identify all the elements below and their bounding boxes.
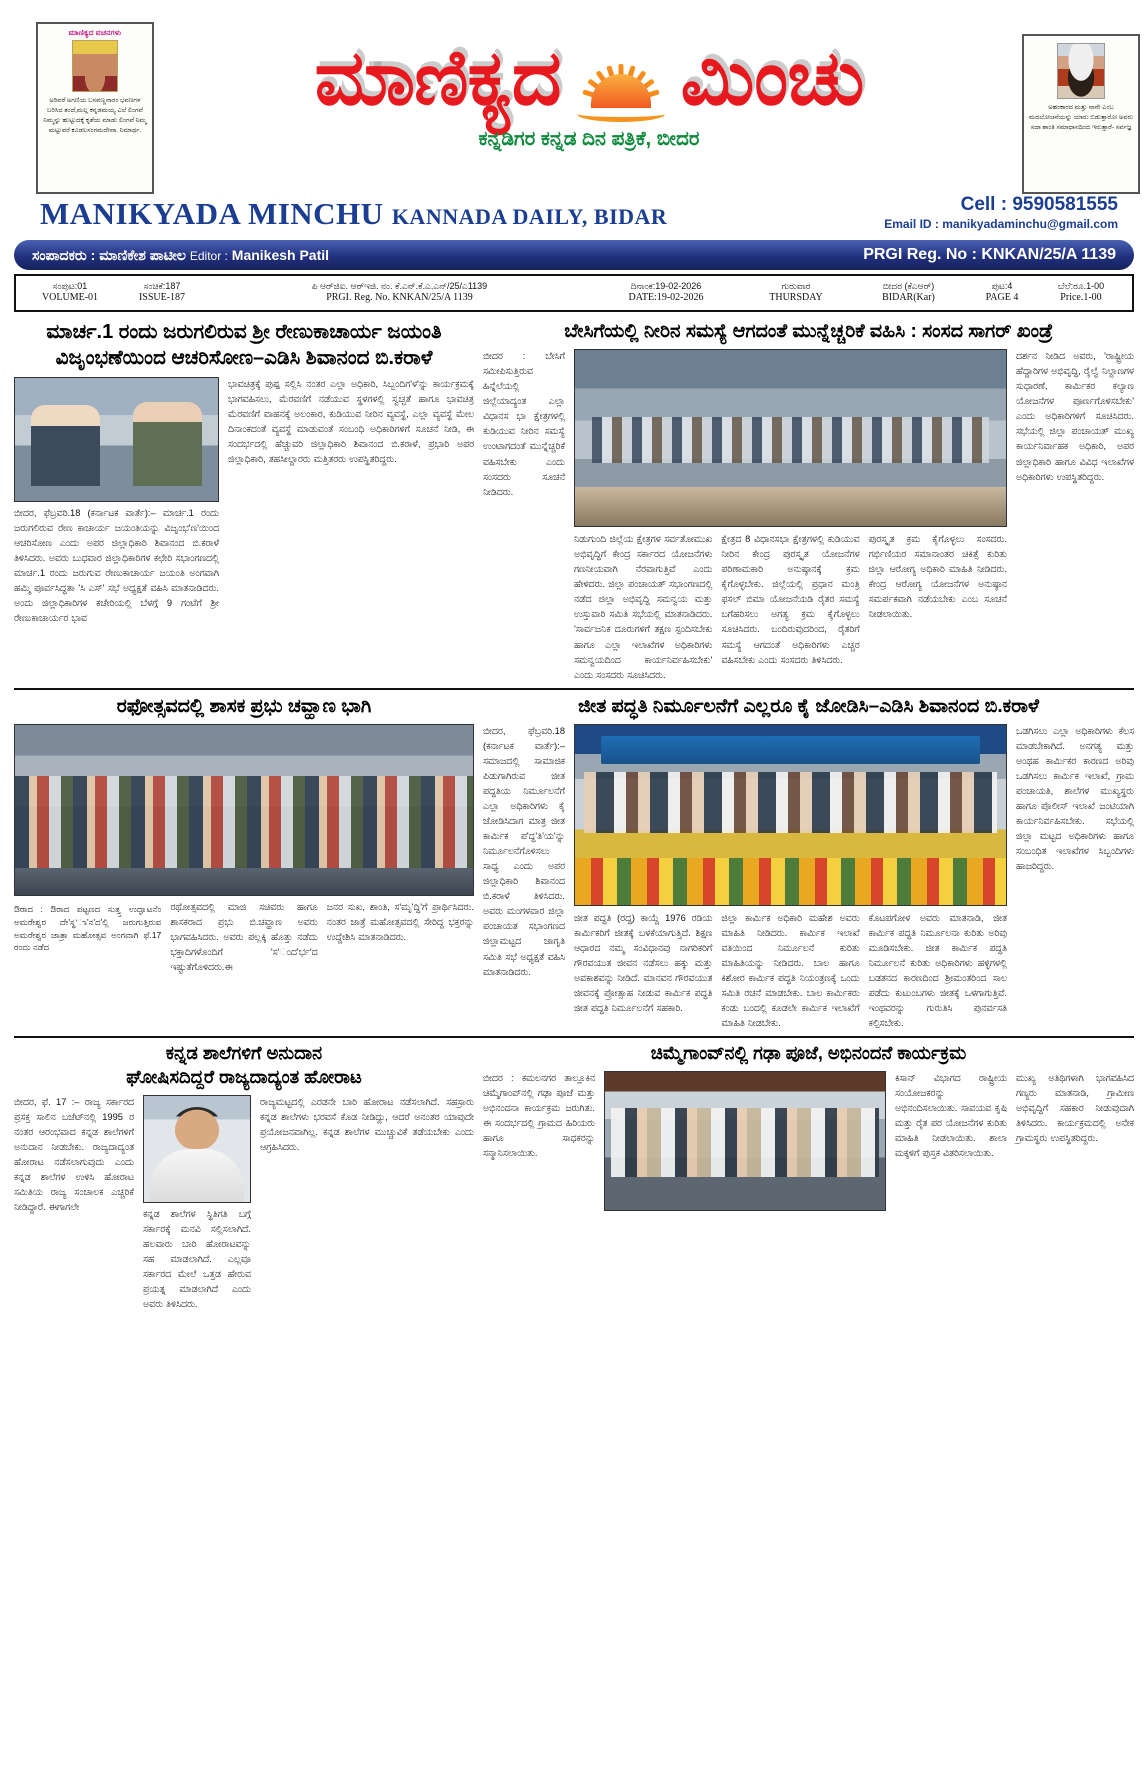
info-day-en: THURSDAY xyxy=(769,292,823,304)
english-title-row xyxy=(14,196,1134,238)
article-rathotsava-col1: ರಥೋತ್ಸವದಲ್ಲಿ ಮಾಜಿ ಸಚಿವರು ಹಾಗೂ ಶಾಸಕರಾದ ಪ್ರಭು ಬಿ.ಚವ್ಹಾಣ ಅವರು ಭಾಗವಹಿಸಿದರು. ಅವರು ಪಲ್ಲಕ್ಕಿ ಹೊತ್ತು ನಡೆದು ಭಕ್ತಾದಿಗಳೊಂದಿಗೆ 'ಸ'ಂದ'ರ್ಭ'ದ ಇಷ್ಟುತೆಗೊಳಿದರು.ಈ xyxy=(170,901,318,972)
street-rally-crowd-photo xyxy=(14,724,474,896)
contact-block xyxy=(884,194,1118,231)
article-bonded-labour-col4: ಒಡಗಿಸಲು ಎಲ್ಲಾ ಅಧಿಕಾರಿಗಳು ಕೆಲಸ ಮಾಡಬೇಕಾಗಿದೆ. ಅನಗತ್ಯ ಮತ್ತು ಅಂಥಹ ಕಾರ್ಮಿಕರ ಕಾರಣದ ಅರಿವು ಒಡಗಿಸಲು ಕಾರ್ಮಿಕ ಇಲಾಖೆ, ಗ್ರಾಮ ಪಂಚಾಯತಿ, ಶಾಲೆಗಳ ಮುಖ್ಯಸ್ಥರು ಹಾಗೂ ಪೊಲೀಸ್ ಇಲಾಖೆ ಜಂಟಿಯಾಗಿ ಕಾರ್ಯನಿರ್ವಹಿಸಬೇಕು. ಸಭೆಯಲ್ಲಿ ಜಿಲ್ಲಾ ಮಟ್ಟದ ಅಧಿಕಾರಿಗಳು ಹಾಗೂ ಸಂಬಂಧಿತ ಇಲಾಖೆಗಳ ಸಿಬ್ಬಂದಿಗಳು ಹಾಜರಿದ್ದರು. xyxy=(1016,725,1134,872)
article-kannada-schools-col3: ರಾಜ್ಯಮಟ್ಟದಲ್ಲಿ ಎರಡನೇ ಬಾರಿ ಹೋರಾಟ ನಡೆಸಲಾಗಿದೆ. ಸಹಸ್ರಾರು ಕನ್ನಡ ಶಾಲೆಗಳು ಭರವಸೆ ಕೊಡ ನೀಡಿದ್ದು, ಆದರೆ ಅನಂತರ ಯಾವುದೇ ಪ್ರಯೋಜನವಾಗಿಲ್ಲ. ಕನ್ನಡ ಶಾಲೆಗಳ ಮುಚ್ಚುವಿಕೆ ತಡೆಯಬೇಕು ಎಂದು ಆಗ್ರಹಿಸಿದರು. xyxy=(260,1097,474,1153)
article-water-shortage-headline: ಬೇಸಿಗೆಯಲ್ಲಿ ನೀರಿನ ಸಮಸ್ಯೆ ಆಗದಂತೆ ಮುನ್ನೆಚ್ಚರಿಕೆ ವಹಿಸಿ : ಸಂಸದ ಸಾಗರ್ ಖಂಡ್ರೆ xyxy=(564,321,1053,342)
article-rathotsava-head xyxy=(14,695,474,718)
article-bonded-labour-head xyxy=(483,695,1134,718)
article-bonded-labour-col3: ಕೊಟಪಗೋಳ ಅವರು ಮಾತನಾಡಿ, ಜೀತ ಕಾರ್ಮಿಕ ಪದ್ಧತಿ ನಿರ್ಮೂಲನಾ ಕುರಿತು ಅರಿವು ಮೂಡಿಸಬೇಕು. ಜೀತ ಕಾರ್ಮಿಕ ಪದ್ಧತಿ ನಿರ್ಮೂಲನೆ ಕುರಿತು ಅಧಿಕಾರಿಗಳು ಹಳ್ಳಿಗಳಲ್ಲಿ ಬಡತನದ ಕಾರಣದಿಂದ ಶ್ರೀಮಂತರಿಂದ ಸಾಲ ಪಡೆದು ಕುಟುಂಬಗಳು ಜೀತಕ್ಕೆ ಒಳಗಾಗುತ್ತಿವೆ. ಇಂಥವರನ್ನು ಗುರುತಿಸಿ ಪುನರ್ವಸತಿ ಕಲ್ಪಿಸಬೇಕು. xyxy=(868,912,1007,1029)
info-page-kn: ಪುಟ:4 xyxy=(991,281,1013,292)
logo-tagline: ಕನ್ನಡಿಗರ ಕನ್ನಡ ದಿನ ಪತ್ರಿಕೆ, ಬೀದರ xyxy=(478,128,700,150)
editor-bar xyxy=(14,240,1134,270)
info-place-en: BIDAR(Kar) xyxy=(882,292,935,304)
article-renukacharya xyxy=(14,320,474,683)
info-date xyxy=(591,281,741,305)
article-rathotsava xyxy=(14,724,474,1031)
article-renukacharya-col1: ಬೀದರ, ಫೆಬ್ರವರಿ.18 (ಕರ್ನಾಟಕ ವಾರ್ತೆ):– ಮಾರ್ಚ.1 ರಂದು ಜರುಗಲಿರುವ ರೇಣ ಕಾಚಾರ್ಯ ಜಯಂತಿಯನ್ನು ವಿಜೃಂಭ'ಣ'ಯಿಂದ ಆಚರಿಸೋಣ ಎಂದು ಅಪರ ಜಿಲ್ಲಾಧಿಕಾರಿ ಶಿವಾನಂದ ಬಿ.ಕರಾಳೆ ತಿಳಿಸಿದರು. ಅವರು ಬುಧವಾರ ಜಿಲ್ಲಾಧಿಕಾರಿಗಳ ಕಛೇರಿ ಸಭಾಂಗಣದಲ್ಲಿ ಮಾರ್ಚ.1 ರಂದು ಜರುಗುವ ರೇಣುಕಾಚಾರ್ಯ ಜಯಂತಿ ಅಂಗವಾಗಿ ಹಮ್ಮಿ ಪೂರ್ವಸಿದ್ಧತಾ 'ಸಿ ಎಸ್' ಸಭೆ ಅಧ್ಯಕ್ಷತೆ ವಹಿಸಿ ಮಾತನಾಡಿದರು. ಅಂದು ಜಿಲ್ಲಾಧಿಕಾರಿಗಳ ಕಚೇರಿಯಲ್ಲಿ ಬೆಳಗ್ಗೆ 9 ಗಂಟೆಗೆ ಶ್ರೀ ರೇಣುಕಾಚಾರ್ಯರ ಭಾವ xyxy=(14,507,219,624)
mid-section-body xyxy=(14,724,1134,1031)
sunrise-icon xyxy=(565,30,677,126)
prgi-registration: PRGI Reg. No : KNKAN/25/A 1139 xyxy=(863,246,1116,263)
info-page-en: PAGE 4 xyxy=(985,292,1019,304)
article-water-shortage-col1: ನಿಡುಗುಂದಿ ಜಿಲ್ಲೆಯ ಕ್ಷೇತ್ರಗಳ ಸರ್ವತೋಮುಖ ಅಭಿವೃದ್ಧಿಗೆ ಕೇಂದ್ರ ಸರ್ಕಾರದ ಯೋಜನೆಗಳು ಗಣನೀಯವಾಗಿ ನೆರವಾಗುತ್ತಿವೆ ಎಂದು ಹೇಳಿದರು. ಜಿಲ್ಲಾ ಪಂಚಾಯತ್ ಸಭಾಂಗಣದಲ್ಲಿ ನಡೆದ ಜಿಲ್ಲಾ ಅಭಿವೃದ್ಧಿ ಸಮನ್ವಯ ಮತ್ತು ಉಸ್ತುವಾರಿ ಸಮಿತಿ ಸಭೆಯಲ್ಲಿ ಮಾತನಾಡಿದರು. 'ಸಾರ್ವಜನಿಕ ದೂರುಗಳಿಗೆ ತಕ್ಷಣ ಸ್ಪಂದಿಸಬೇಕು ಹಾಗೂ ಎಲ್ಲಾ ಇಲಾಖೆಗಳ ಅಧಿಕಾರಿಗಳು ಸಮನ್ವಯದಿಂದ ಕಾರ್ಯನಿರ್ವಹಿಸಬೇಕು' ಎಂದು ಸಂಸದರು ಸೂಚಿಸಿದರು. xyxy=(574,534,713,680)
english-title-main: MANIKYADA MINCHU xyxy=(40,196,384,231)
info-day-kn: ಗುರುವಾರ xyxy=(781,281,811,292)
leader-portrait-photo xyxy=(143,1095,251,1203)
mid-section-headlines xyxy=(14,695,1134,718)
publication-info-bar xyxy=(14,274,1134,312)
info-price-en: Price.1-00 xyxy=(1060,292,1102,304)
quote-box-text: ಅಹಂಕಾರದ ಮತ್ತು ನಾನೇ ಎಂಬ ಮದಲೋಚನೆಯನ್ನು ಯಾರು ಬಿಡುತ್ತಾರೋ ಅವರು ಸದಾ ಶಾಂತಿ ಸಮಾಧಾನದಿಂದ ಇರುತ್ತಾರೆ- ಸರ್ವಜ್ಞ xyxy=(1028,104,1134,131)
article-water-shortage xyxy=(483,320,1134,683)
info-date-en: DATE:19-02-2026 xyxy=(628,292,704,304)
info-place xyxy=(851,281,966,305)
cell-number[interactable]: Cell : 9590581555 xyxy=(960,194,1118,215)
article-water-shortage-col4: ದರ್ಶನ ನೀಡಿದ ಅವರು, 'ರಾಷ್ಟ್ರೀಯ ಹೆದ್ದಾರಿಗಳ ಅಭಿವೃದ್ಧಿ, ರೈಲ್ವೆ ನಿಲ್ದಾಣಗಳ ಸುಧಾರಣೆ, ಕಾರ್ಮಿಕರ ಕಲ್ಯಾಣ ಯೋಜನೆಗಳ ಪೂರ್ಣಗೊಳಿಸಬೇಕು' ಎಂದು ಅಧಿಕಾರಿಗಳಿಗೆ ಸೂಚಿಸಿದರು. ಸಭೆಯಲ್ಲಿ ಜಿಲ್ಲಾ ಪಂಚಾಯತ್ ಮುಖ್ಯ ಕಾರ್ಯನಿರ್ವಾಹಕ ಅಧಿಕಾರಿ, ಅಪರ ಜಿಲ್ಲಾಧಿಕಾರಿ ಹಾಗೂ ವಿವಿಧ ಇಲಾಖೆಗಳ ಅಧಿಕಾರಿಗಳು ಉಪಸ್ಥಿತರಿದ್ದರು. xyxy=(1016,351,1134,482)
article-water-shortage-col2: ಕ್ಷೇತ್ರದ 8 ವಿಧಾನಸಭಾ ಕ್ಷೇತ್ರಗಳಲ್ಲಿ ಕುಡಿಯುವ ನೀರಿನ ಕೇಂದ್ರ ಪುರಸ್ಕೃತ ಯೋಜನೆಗಳ ಪರಿಣಾಮಕಾರಿ ಅನುಷ್ಠಾನಕ್ಕೆ ಕ್ರಮ ಕೈಗೊಳ್ಳಬೇಕು. ಜಿಲ್ಲೆಯಲ್ಲಿ ಪ್ರಧಾನ ಮಂತ್ರಿ ಫಸಲ್ ಬಿಮಾ ಯೋಜನೆಯಡಿ ರೈತರ ಸಮಸ್ಯೆ ಬಗೆಹರಿಸಲು ಅಗತ್ಯ ಕ್ರಮ ಕೈಗೊಳ್ಳಲು ಸೂಚಿಸಿದರು. ಬಂದಿರುವುದರಿಂದ, ರೈತರಿಗೆ ಸಮಸ್ಯೆ ಆಗದಂತೆ ಅಧಿಕಾರಿಗಳು ಎಚ್ಚರ ವಹಿಸಬೇಕು ಎಂದು ಸಂಸದರು ತಿಳಿಸಿದರು. xyxy=(721,534,860,665)
info-price-kn: ಬೆಲೆ:ರೂ.1-00 xyxy=(1057,281,1105,292)
divider-1 xyxy=(14,688,1134,690)
event-banner xyxy=(601,736,980,765)
article-water-shortage-col3: ಪುರಸ್ಕೃತ ಕ್ರಮ ಕೈಗೊಳ್ಳಲು ಸಂಸದರು. ಗರ್ಭಿಣಿಯರ ಸಮಾನಾಂತರ ಚಿಕಿತ್ಸೆ ಕುರಿತು ಜಿಲ್ಲಾ ಆರೋಗ್ಯ ಅಧಿಕಾರಿ ಮಾಹಿತಿ ನೀಡಿದರು. ಕೇಂದ್ರ ಆರೋಗ್ಯ ಯೋಜನೆಗಳ ಅನುಷ್ಠಾನ ಸಮರ್ಪಕವಾಗಿ ನಡೆಯಬೇಕು ಎಂಬ ಸೂಚನೆ ನೀಡಲಾಯಿತು. xyxy=(868,534,1007,620)
english-title-sub: KANNADA DAILY, BIDAR xyxy=(391,204,668,229)
info-date-kn: ದಿನಾಂಕ:19-02-2026 xyxy=(630,281,702,292)
quote-box-right xyxy=(1022,34,1140,194)
vachana-box-title: ಮಾಣಿಕ್ಯದ ವಚನಗಳು xyxy=(68,28,122,37)
article-kannada-schools-headline-l2: ಘೋಷಿಸದಿದ್ದರೆ ರಾಜ್ಯದಾದ್ಯಂತ ಹೋರಾಟ xyxy=(126,1067,362,1088)
top-section xyxy=(14,320,1134,683)
article-chimmegaon xyxy=(483,1043,1134,1312)
article-bonded-labour-headline: ಜೀತ ಪದ್ಧತಿ ನಿರ್ಮೂಲನೆಗೆ ಎಲ್ಲರೂ ಕೈ ಜೋಡಿಸಿ–ಎಡಿಸಿ ಶಿವಾನಂದ ಬಿ.ಕರಾಳೆ xyxy=(577,695,1040,717)
english-masthead-title xyxy=(40,196,667,232)
article-rathotsava-headline: ರಫೋತ್ಸವದಲ್ಲಿ ಶಾಸಕ ಪ್ರಭು ಚವ್ಹಾಣ ಭಾಗಿ xyxy=(116,695,372,717)
article-kannada-schools-col1: ಬೀದರ, ಫೆ. 17 :– ರಾಜ್ಯ ಸರ್ಕಾರದ ಪ್ರಸಕ್ತ ಸಾಲಿನ ಬಜೆಟ್‌ನಲ್ಲಿ 1995 ರ ನಂತರ ಆರಂಭವಾದ ಕನ್ನಡ ಶಾಲೆಗಳಿಗೆ ಅನುದಾನ ನೀಡಬೇಕು. ರಾಜ್ಯದಾದ್ಯಂತ ಹೋರಾಟ ನಡೆಸಲಾಗುವುದು ಎಂದು ಕನ್ನಡ ಶಾಲೆಗಳ ಉಳಿಸಿ ಹೋರಾಟ ಸಮಿತಿಯ ರಾಜ್ಯ ಸಂಚಾಲಕ ಎಚ್ಚರಿಕೆ ನೀಡಿದ್ದಾರೆ. ಈಗಾಗಲೇ xyxy=(14,1097,134,1213)
article-kannada-schools xyxy=(14,1043,474,1312)
info-issue-kn: ಸಂಚಿಕೆ:187 xyxy=(143,281,181,292)
sun-base xyxy=(577,106,665,122)
logo-line xyxy=(164,30,1014,126)
editor-english-label: Editor : xyxy=(189,248,228,263)
vachana-box-left xyxy=(36,22,154,194)
info-volume-kn: ಸಂಪುಟ:01 xyxy=(52,281,88,292)
bottom-section xyxy=(14,1043,1134,1312)
editor-info xyxy=(32,247,329,264)
info-prgi-kn: ಪಿ ಆರ್‌ಜಿಐ. ಆರ್‌ಇಜಿ. ನಂ. ಕೆ.ಎನ್.ಕೆ.ಎ.ಎನ್/25/ಎ1139 xyxy=(311,281,488,292)
article-bonded-labour xyxy=(483,724,1134,1031)
info-issue-en: ISSUE-187 xyxy=(138,292,186,304)
article-chimmegaon-col1: ಬೀದರ : ಕಮಲನಗರ ತಾಲ್ಲೂಕಿನ ಚಿಮ್ಮೆಗಾಂವ್‌ನಲ್ಲಿ ಗಢಾ ಪೂಜೆ ಮತ್ತು ಅಭಿನಂದನಾ ಕಾರ್ಯಕ್ರಮ ಜರುಗಿತು. ಈ ಸಂದರ್ಭದಲ್ಲಿ ಗ್ರಾಮದ ಹಿರಿಯರು ಹಾಗೂ ಸಾಧಕರನ್ನು ಸನ್ಮಾನಿಸಲಾಯಿತು. xyxy=(483,1073,595,1159)
article-kannada-schools-col2: ಕನ್ನಡ ಶಾಲೆಗಳ ಸ್ಥಿತಿಗತಿ ಬಗ್ಗೆ ಸರ್ಕಾರಕ್ಕೆ ಮನವಿ ಸಲ್ಲಿಸಲಾಗಿದೆ. ಹಲವಾರು ಬಾರಿ ಹೋರಾಟವನ್ನು ಸಹ ಮಾಡಲಾಗಿದೆ. ಎಲ್ಲವೂ ಸರ್ಕಾರದ ಮೇಲೆ ಒತ್ತಡ ಹೇರುವ ಪ್ರಯತ್ನ ಮಾಡಲಾಗಿದೆ ಎಂದು ಅವರು ತಿಳಿಸಿದರು. xyxy=(143,1209,251,1310)
info-price xyxy=(1038,281,1124,305)
article-rathotsava-col2: ಜನರ ಸುಖ, ಶಾಂತಿ, ಸ'ಮೃ'ದ್ಧಿ'ಗೆ ಪ್ರಾರ್ಥಿಸಿದರು. ನಂತರ ಜಾತ್ರೆ ಮಹೋತ್ಸವದಲ್ಲಿ ಸೇರಿದ್ದ ಭಕ್ತರನ್ನು ಉದ್ದೇಶಿಸಿ ಮಾತನಾಡಿದರು. xyxy=(326,901,474,942)
two-officials-seated-photo xyxy=(14,377,219,502)
editor-english-name: Manikesh Patil xyxy=(231,246,330,263)
vachana-box-text: ಅರಿವರೆ ಅಗಣಿಯ ಬಸವಣ್ಣನಾರಂ ಭವಣಗಳ ಬರಿಸಿದ ತಂದೆ,ಮಲ್ಲ ಕನ್ನಡಮಯ್ಯ ಎಲೆ ಲಿಂಗವೆ ನಿಮ್ಮನ್ನು ಹುಟ್ಟುದಕ್ಕೆ ಕೃಶೆಯ ಮಾಡು ಲಿಂಗವೆ ನಿಮ್ಮ ಮಟ್ಟುವರೆ ಕೂಡಲಸಂಗಮದೇವಾ. ನಿಮಾರ್ಥ. xyxy=(43,97,147,135)
dais-officials-garland-photo xyxy=(574,724,1007,906)
article-bonded-labour-col1: ಜೀತ ಪದ್ಧತಿ (ರದ್ಧ) ಕಾಯ್ದೆ 1976 ರಡಿಯ ಕಾರ್ಮಿಕರಿಗೆ ಜೀತಕ್ಕೆ ಬಳಕೆಯಾಗುತ್ತಿದೆ. ಶಿಕ್ಷಣ ಆಧಾರದ ನಮ್ಮ ಸಂವಿಧಾನವು ನಾಗರಿಕರಿಗೆ ಗೌರವಯುತ ಜೀವನ ನಡೆಸಲು ಹಕ್ಕು ಮತ್ತು ಅವಕಾಶವನ್ನು ನೀಡಿದೆ. ಮಾನವನ ಗೌರವಯುತ ಜೀವನಕ್ಕೆ ಪ್ರೋತ್ಸಾಹ ನೀಡುವ ಕಾರ್ಮಿಕ ಪದ್ಧತಿ ಜೀತ ಪದ್ಧತಿ ನಿರ್ಮೂಲನೆಗೆ ಸಹಕಾರಿ. xyxy=(574,912,713,1014)
logo-block xyxy=(164,30,1014,151)
info-issue xyxy=(116,281,208,305)
info-day xyxy=(741,281,851,305)
divider-2 xyxy=(14,1036,1134,1038)
group-felicitation-photo xyxy=(604,1071,886,1211)
article-chimmegaon-col2: ಕಿಸಾನ್ ವಿಭಾಗದ ರಾಷ್ಟ್ರೀಯ ಸಂಯೋಜಕರನ್ನು ಅಭಿನಂದಿಸಲಾಯಿತು. ಸಾವಯವ ಕೃಷಿ ಮತ್ತು ರೈತ ಪರ ಯೋಜನೆಗಳ ಕುರಿತು ಮಾಹಿತಿ ನೀಡಲಾಯಿತು. ಶಾಲಾ ಮಕ್ಕಳಿಗೆ ಪುಸ್ತಕ ವಿತರಿಸಲಾಯಿತು. xyxy=(895,1073,1007,1159)
article-rathotsava-caption: ಔರಾದ : ಔರಾದ ಪಟ್ಟಣದ ಸುತ್ತ್ತ ಉದ್ಘಾಟನೆಂ ಅಮರೇಶ್ವರ ದೇ'ಸ್ಥ'ಾ'ನ'ದ'ಲ್ಲಿ ಜರುಗುತ್ತಿರುವ ಅಮರೇಶ್ವರ ಜಾತ್ರಾ ಮಹೋತ್ಸವ ಅಂಗವಾಗಿ ಫೆ.17 ರಂದು ನಡೆದ xyxy=(14,903,162,953)
info-volume xyxy=(24,281,116,305)
saint-portrait-icon xyxy=(1057,43,1105,99)
logo-kannada-right: ಮಿಂಚು xyxy=(680,34,864,121)
info-prgi-en: PRGI. Reg. No. KNKAN/25/A 1139 xyxy=(326,292,473,304)
article-chimmegaon-col3: ಮುಖ್ಯ ಅತಿಥಿಗಳಾಗಿ ಭಾಗವಹಿಸಿದ ಗಣ್ಯರು ಮಾತನಾಡಿ, ಗ್ರಾಮೀಣ ಅಭಿವೃದ್ಧಿಗೆ ಸಹಕಾರ ನೀಡುವುದಾಗಿ ತಿಳಿಸಿದರು. ಕಾರ್ಯಕ್ರಮದಲ್ಲಿ ಅನೇಕ ಗ್ರಾಮಸ್ಥರು ಉಪಸ್ಥಿತರಿದ್ದರು. xyxy=(1016,1073,1134,1144)
logo-kannada-left: ಮಾಣಿಕ್ಯದ xyxy=(314,34,561,121)
info-prgi xyxy=(208,281,591,305)
article-renukacharya-headline-l2: ವಿಜೃಂಭಣೆಯಿಂದ ಆಚರಿಸೋಣ–ಎಡಿಸಿ ಶಿವಾನಂದ ಬಿ.ಕರಾಳೆ xyxy=(55,347,433,370)
info-page xyxy=(966,281,1038,305)
info-volume-en: VOLUME-01 xyxy=(41,292,99,304)
info-place-kn: ಬೀದರ (ಕೆಎಆರ್) xyxy=(882,281,935,292)
article-chimmegaon-headline: ಚಿಮ್ಮೆಗಾಂವ್‌ನಲ್ಲಿ ಗಢಾ ಪೂಜೆ, ಅಭಿನಂದನೆ ಕಾರ್ಯಕ್ರಮ xyxy=(650,1043,967,1064)
article-renukacharya-col2: ಭಾವಚಿತ್ರಕ್ಕೆ ಪುಷ್ಪ ಸಲ್ಲಿಸಿ ನಂತರ ಎಲ್ಲಾ ಅಧಿಕಾರಿ, ಸಿಬ್ಬಂದಿಗ'ಳ'ನ್ನು ಕಾರ್ಯಕ್ರಮಕ್ಕೆ ಭಾಗವಹಿಸಲು, ಮೆರವಣಿಗೆ ನಡೆಯುವ ಸ್ಥಳಗಳಲ್ಲಿ ಸ್ವಚ್ಛತೆ ಹಾಗೂ ಭಾವಚಿತ್ರ ಮೆರವಣಿಗೆ ವಾಹನಕ್ಕೆ ಅಲಂಕಾರ, ಕುಡಿಯುವ ನೀರಿನ ವ್ಯವಸ್ಥೆ, ಎಲ್ಲಾ ವ್ಯವಸ್ಥೆ ಮೇಲ ದಿನಾಂಕದಂತೆ ವ್ಯವಸ್ಥೆ ಮಾಡುವಂತೆ ಸಂಬಂಧಿ ಅಧಿಕಾರಿಗಳಿಗೆ ಸೂಚನೆ ನೀಡಿ, ಈ ಸಂದರ್ಭದಲ್ಲಿ ಹೆಚ್ಚುವರಿ ಜಿಲ್ಲಾಧಿಕಾರಿ ಶಿವಾನಂದ ಬಿ.ಕರಾಳೆ, ಪ್ರಭಾರಿ ಅಪರ ಜಿಲ್ಲಾಧಿಕಾರಿ, ತಹಸೀಲ್ದಾರರು ಮತ್ತಿತರರು ಉಪಸ್ಥಿತರಿದ್ದರು. xyxy=(228,378,474,465)
editor-kannada: ಸಂಪಾದಕರು : ಮಾಣಿಕೇಶ ಪಾಟೀಲ xyxy=(32,246,186,263)
masthead xyxy=(14,0,1134,200)
article-bonded-labour-col2: ಜಿಲ್ಲಾ ಕಾರ್ಮಿಕ ಅಧಿಕಾರಿ ಮಹೇಶ ಅವರು ಮಾಹಿತಿ ನೀಡಿದರು. ಕಾರ್ಮಿಕ ಇಲಾಖೆ ವತಿಯಿಂದ ನಿರ್ಮೂಲನೆ ಕುರಿತು ಮಾಹಿತಿಯನ್ನು ನೀಡಿದರು. ಬಾಲ ಹಾಗೂ ಕಿಶೋರ ಕಾರ್ಮಿಕ ಪದ್ಧತಿ ನಿಯಂತ್ರಣಕ್ಕೆ ಒಂದು ಸಮಿತಿ ರಚನೆ ಮಾಡಬೇಕು. ಬಾಲ ಕಾರ್ಮಿಕರು ಕಂಡು ಬಂದಲ್ಲಿ ಕೂಡಲೇ ಕಾರ್ಮಿಕ ಇಲಾಖೆಗೆ ಮಾಹಿತಿ ನೀಡಬೇಕು. xyxy=(721,912,860,1029)
email-address[interactable]: Email ID : manikyadaminchu@gmail.com xyxy=(884,217,1118,231)
article-kannada-schools-headline-l1: ಕನ್ನಡ ಶಾಲೆಗಳಿಗೆ ಅನುದಾನ xyxy=(165,1043,323,1064)
basavanna-portrait-icon xyxy=(72,40,118,92)
article-bonded-labour-lead: ಬೀದರ, ಫೆಬ್ರವರಿ.18 (ಕರ್ನಾಟಕ ವಾರ್ತೆ):– ಸಮಾಜದಲ್ಲಿ ಸಾಮಾಜಿಕ ಪಿಡುಗಾಗಿರುವ ಜೀತ ಪದ್ಧತಿಯ ನಿರ್ಮೂಲನೆಗೆ ಎಲ್ಲಾ ಅಧಿಕಾರಿಗಳು ಕೈ ಜೋಡಿಸಿದಾಗ ಮಾತ್ರ ಜೀತ ಕಾರ್ಮಿಕ ಪ'ದ್ಧ'ತಿ'ಯ'ನ್ನು ನಿರ್ಮೂಲನೆಗೊಳಿಸಲು ಸಾಧ್ಯ ಎಂದು ಅಪರ ಜಿಲ್ಲಾಧಿಕಾರಿ ಶಿವಾನಂದ ಬಿ.ಕರಾಳೆ ತಿಳಿಸಿದರು. ಅವರು ಮಂಗಳವಾರ ಜಿಲ್ಲಾ ಪಂಚಾಯತ ಸಭಾಂಗಣದ ಜಿಲ್ಲಾಮಟ್ಟದ ಜಾಗೃತಿ ಸಮಿತಿ ಸಭೆ ಅಧ್ಯಕ್ಷತೆ ವಹಿಸಿ ಮಾತನಾಡಿದರು. xyxy=(483,725,565,977)
article-renukacharya-headline-l1: ಮಾರ್ಚ.1 ರಂದು ಜರುಗಲಿರುವ ಶ್ರೀ ರೇಣುಕಾಚಾರ್ಯ ಜಯಂತಿ xyxy=(46,321,442,343)
article-water-shortage-lead: ಬೀದರ : ಬೇಸಿಗೆ ಸಮೀಪಿಸುತ್ತಿರುವ ಹಿನ್ನೆಲೆಯಲ್ಲಿ ಜಿಲ್ಲೆಯಾದ್ಯಂತ ಎಲ್ಲಾ ವಿಧಾನಸ ಭಾ ಕ್ಷೇತ್ರಗಳಲ್ಲಿ ಕುಡಿಯುವ ನೀರಿನ ಸಮಸ್ಯೆ ಉಂಟಾಗದಂತೆ ಮುನ್ನೆಚ್ಚರಿಕೆ ವಹಿಸಬೇಕು ಎಂದು ಸಂಸದರು ಸೂಚನೆ ನೀಡಿದರು. xyxy=(483,351,565,497)
district-review-meeting-photo xyxy=(574,349,1007,527)
